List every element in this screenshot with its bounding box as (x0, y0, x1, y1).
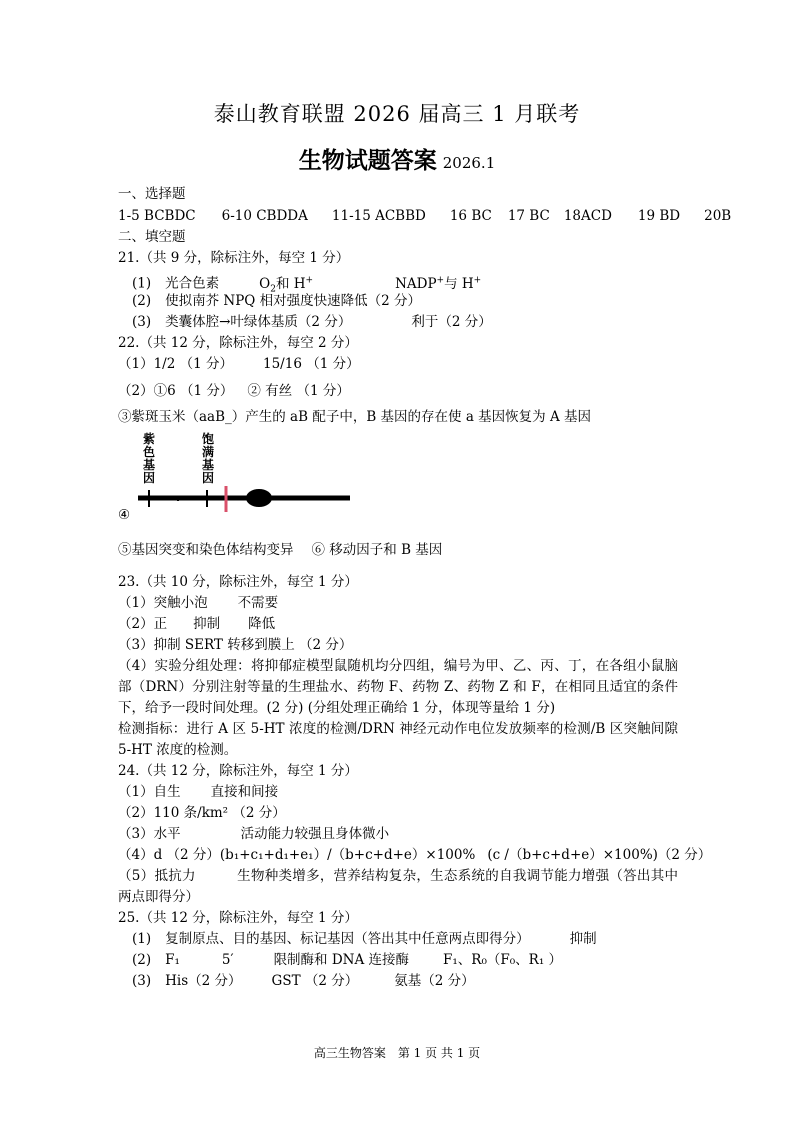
item-number: (3) (132, 314, 152, 330)
answer-group: 20B (704, 208, 732, 224)
q25-line1 (132, 929, 597, 949)
answer-text: 氨基（2 分） (394, 973, 475, 989)
answer-text: 限制酶和 DNA 连接酶 (273, 952, 410, 968)
item-number: (1) (132, 931, 152, 947)
q21-heading: 21.（共 9 分，除标注外，每空 1 分） (118, 250, 350, 266)
q23-line1 (118, 593, 278, 613)
q24-line2: （2）110 条/km² （2 分） (118, 805, 286, 821)
q24-line5: （5）抵抗力 生物种类增多，营养结构复杂，生态系统的自我调节能力增强（答出其中两点即得分） (118, 868, 678, 905)
answer-text: His（2 分） (165, 973, 242, 989)
answer-text: （4）d （2 分） (118, 847, 220, 863)
q22-line5 (118, 540, 442, 560)
q24-line3 (118, 824, 389, 844)
purple-gene-label: 紫色基因 (142, 432, 155, 485)
answer-group: 19 BD (637, 208, 681, 224)
answer-text: NADP+与 H+ (395, 275, 482, 292)
answer-text: F₁、R₀（F₀、R₁ ） (443, 952, 563, 968)
q22-line1 (118, 354, 360, 374)
answer-text: F₁ (165, 952, 180, 968)
answer-group: 17 BC (507, 208, 550, 224)
answer-text: 15/16 （1 分） (263, 356, 360, 372)
answer-group: 1-5 BCBDC (118, 208, 196, 224)
choice-answers (118, 206, 731, 226)
q23-line2 (118, 614, 275, 634)
answer-text: （1）1/2 （1 分） (118, 356, 233, 372)
answer-text: (b₁+c₁+d₁+e₁）/（b+c+d+e）×100% (219, 847, 476, 863)
exam-title: 泰山教育联盟 2026 届高三 1 月联考 (213, 102, 581, 126)
q24-line1 (118, 782, 278, 802)
answer-text: ⑥ 移动因子和 B 基因 (311, 542, 443, 558)
q22-heading: 22.（共 12 分，除标注外，每空 2 分） (118, 335, 358, 351)
item-number: (1) (132, 275, 152, 292)
q23-line5: 检测指标：进行 A 区 5-HT 浓度的检测/DRN 神经元动作电位发放频率的检测/B 区突触间隙 5-HT 浓度的检测。 (118, 721, 678, 758)
answer-group: 18ACD (563, 208, 612, 224)
answer-text: 直接和间接 (210, 784, 279, 800)
answer-text: 类囊体腔→叶绿体基质（2 分） (165, 314, 352, 330)
q22-line3: ③紫斑玉米（aaB_）产生的 aB 配子中，B 基因的存在使 a 基因恢复为 A 基因 (118, 409, 591, 425)
subject-name: 生物试题答案 (298, 148, 437, 174)
q25-heading: 25.（共 12 分，除标注外，每空 1 分） (118, 910, 358, 926)
q21-line2 (132, 291, 421, 311)
answer-text: （1）自生 (118, 784, 181, 800)
centromere (246, 489, 272, 507)
subject-title (0, 142, 794, 175)
answer-text: ⑤基因突变和染色体结构变异 (118, 542, 294, 558)
answer-group: 6-10 CBDDA (221, 208, 308, 224)
item-number: (2) (132, 293, 152, 309)
answer-text: 5′ (221, 952, 234, 968)
answer-text: （3）水平 (118, 826, 181, 842)
answer-text: （2）①6 （1 分） (118, 383, 234, 399)
answer-text: （1）突触小泡 (118, 595, 208, 611)
q25-line3 (132, 971, 475, 991)
answer-text: 抑制 (193, 616, 221, 632)
answer-text: 降低 (248, 616, 276, 632)
answer-text: （2）正 (118, 616, 168, 632)
plump-gene-label: 饱满基因 (201, 432, 214, 485)
q23-line3: （3）抑制 SERT 转移到膜上 （2 分） (118, 637, 353, 653)
q25-line2 (132, 950, 562, 970)
answer-text: $O_2$和 H+ (259, 275, 314, 295)
answer-text: 使拟南芥 NPQ 相对强度快速降低（2 分） (165, 293, 422, 309)
answer-text: ② 有丝 （1 分） (247, 383, 350, 399)
q24-line4 (118, 845, 711, 865)
answer-text: 不需要 (237, 595, 279, 611)
answer-text: GST （2 分） (271, 973, 359, 989)
answer-text: (c /（b+c+d+e）×100%)（2 分） (487, 847, 712, 863)
q21-line3 (132, 312, 492, 332)
q23-line4: （4）实验分组处理：将抑郁症模型鼠随机均分四组，编号为甲、乙、丙、丁，在各组小鼠脑部（DRN）分别注射等量的生理盐水、药物 F、药物 Z、药物 Z 和 F，在相同且适宜的条件下，给予一段时间处理。(2 分) (分组处理正确给 1 分，体现等量给 1 分) (118, 658, 678, 716)
chromosome-diagram (118, 430, 358, 525)
q22-line4-marker: ④ (118, 507, 131, 523)
answer-text: 复制原点、目的基因、标记基因（答出其中任意两点即得分） (165, 931, 530, 947)
answer-text: 利于（2 分） (411, 314, 492, 330)
q22-line2 (118, 381, 350, 401)
section-fill-heading: 二、填空题 (118, 229, 186, 245)
answer-group: 11-15 ACBBD (331, 208, 426, 224)
item-number: (3) (132, 973, 152, 989)
q23-heading: 23.（共 10 分，除标注外，每空 1 分） (118, 574, 358, 590)
section-choice-heading: 一、选择题 (118, 186, 186, 202)
answer-text: 抑制 (569, 931, 597, 947)
answer-group: 16 BC (449, 208, 492, 224)
q24-heading: 24.（共 12 分，除标注外，每空 1 分） (118, 763, 358, 779)
page-footer: 高三生物答案 第 1 页 共 1 页 (313, 1046, 481, 1060)
item-number: (2) (132, 952, 152, 968)
exam-date: 2026.1 (442, 154, 496, 172)
answer-text: 活动能力较强且身体微小 (240, 826, 390, 842)
chromosome-svg (118, 430, 358, 525)
answer-text: 光合色素 (165, 275, 220, 292)
